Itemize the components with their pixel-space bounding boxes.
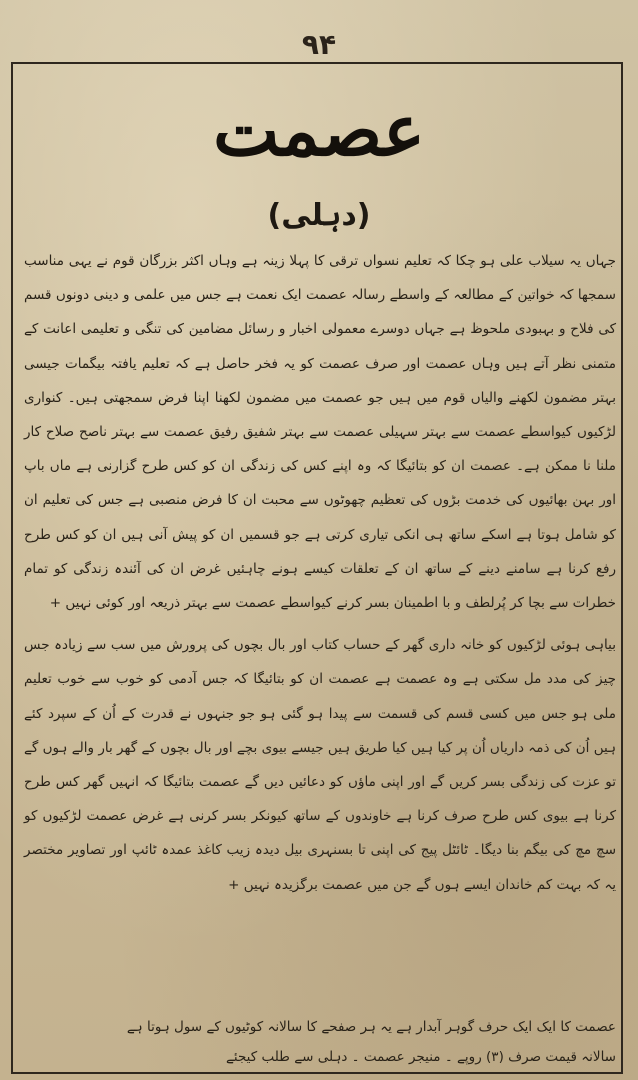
footer-price-line: سالانہ قیمت صرف (۳) روپے ۔ منیجر عصمت ۔ دہلی سے طلب کیجئے bbox=[225, 1049, 616, 1065]
advertisement-subtitle: (دہلی) bbox=[267, 198, 371, 233]
page-number: ۹۴ bbox=[301, 28, 337, 61]
advertisement-title: عصمت bbox=[213, 89, 425, 172]
advertisement-body bbox=[24, 244, 616, 902]
body-paragraph: جہاں یہ سیلاب علی ہو چکا کہ تعلیم نسواں ترقی کا پہلا زینہ ہے وہاں اکثر بزرگان قوم نے یہی مناسب سمجھا کہ خواتین کے مطالعہ کے واسطے رسالہ عصمت ایک نعمت ہے جس میں علمی و دینی دونوں قسم کی فلاح و بہبودی ملحوظ ہے جہاں دوسرے معمولی اخبار و رسائل مضامین کی تنگی و تعلیمی اعانت کے متمنی نظر آتے ہیں وہاں عصمت اور صرف عصمت کو یہ فخر حاصل ہے کہ تعلیم یافتہ بیگمات جیسی بہتر مضمون لکھنے والیاں قوم میں ہیں جو عصمت میں مضمون لکھنا اپنا فرض سمجھتی ہیں۔ کنواری لڑکیوں کیواسطے عصمت سے بہتر سہیلی عصمت سے بہتر شفیق رفیق عصمت سے بہتر ناصح صلاح کار ملنا نا ممکن ہے۔ عصمت ان کو بتائیگا کہ وہ اپنے کس کی زندگی ان کو کس طرح گزارنی ہے ماں باپ اور بہن بھائیوں کی خدمت بڑوں کی تعظیم چھوٹوں سے محبت ان کا فرض منصبی ہے جس کی تعلیم ان کو شامل ہوتا ہے اسکے ساتھ ہی انکی تیاری کرتی ہے جو قسمیں ان کو پیش آنی ہیں ان کو کس طرح رفع کرنا ہے سامنے دینے کے ساتھ ان کے تعلقات کیسے ہونے چاہئیں غرض ان کی آئندہ زندگی کو تمام خطرات سے بچا کر پُرلطف و با اطمینان بسر کرنے کیواسطے عصمت سے بہتر ذریعہ اور کوئی نہیں + bbox=[24, 253, 616, 612]
advertisement-footer bbox=[24, 1012, 616, 1072]
footer-line: عصمت کا ایک ایک حرف گوہر آبدار ہے یہ ہر صفحے کا سالانہ کوٹیوں کے سول ہوتا ہے bbox=[126, 1019, 616, 1035]
body-paragraph: بیاہی ہوئی لڑکیوں کو خانہ داری گھر کے حساب کتاب اور بال بچوں کی پرورش میں سب سے زیادہ جس چیز کی مدد مل سکتی ہے وہ عصمت ہے عصمت ان کو بتائیگا کہ جس آدمی کو خوب سے خوب تعلیم ملی ہو جس میں کسی قسم کی قسمت سے پیدا ہو گئی ہو جو جنہوں نے قدرت کے اُن کے سپرد کئے ہیں اُن کی ذمہ داریاں اُن پر کیا ہیں کیا طریق ہیں جیسے بیوی بچے اور بال بچوں کے گھر بار والے ہوں گے تو عزت کی زندگی بسر کریں گے اور اپنی ماؤں کو دعائیں دیں گے عصمت بتائیگا کہ انہیں گھر کس طرح کرنا ہے بیوی کس طرح صرف کرنا ہے خاوندوں کے ساتھ کیونکر بسر کرنی ہے غرض عصمت لڑکیوں کو سچ مچ کی بیگم بنا دیگا۔ ٹائٹل پیج کی اپنی تا بسنہری بیل دیدہ زیب کاغذ عمدہ ٹائپ اور تصاویر مختصر یہ کہ بہت کم خاندان ایسے ہوں گے جن میں عصمت برگزیدہ نہیں + bbox=[24, 637, 616, 893]
